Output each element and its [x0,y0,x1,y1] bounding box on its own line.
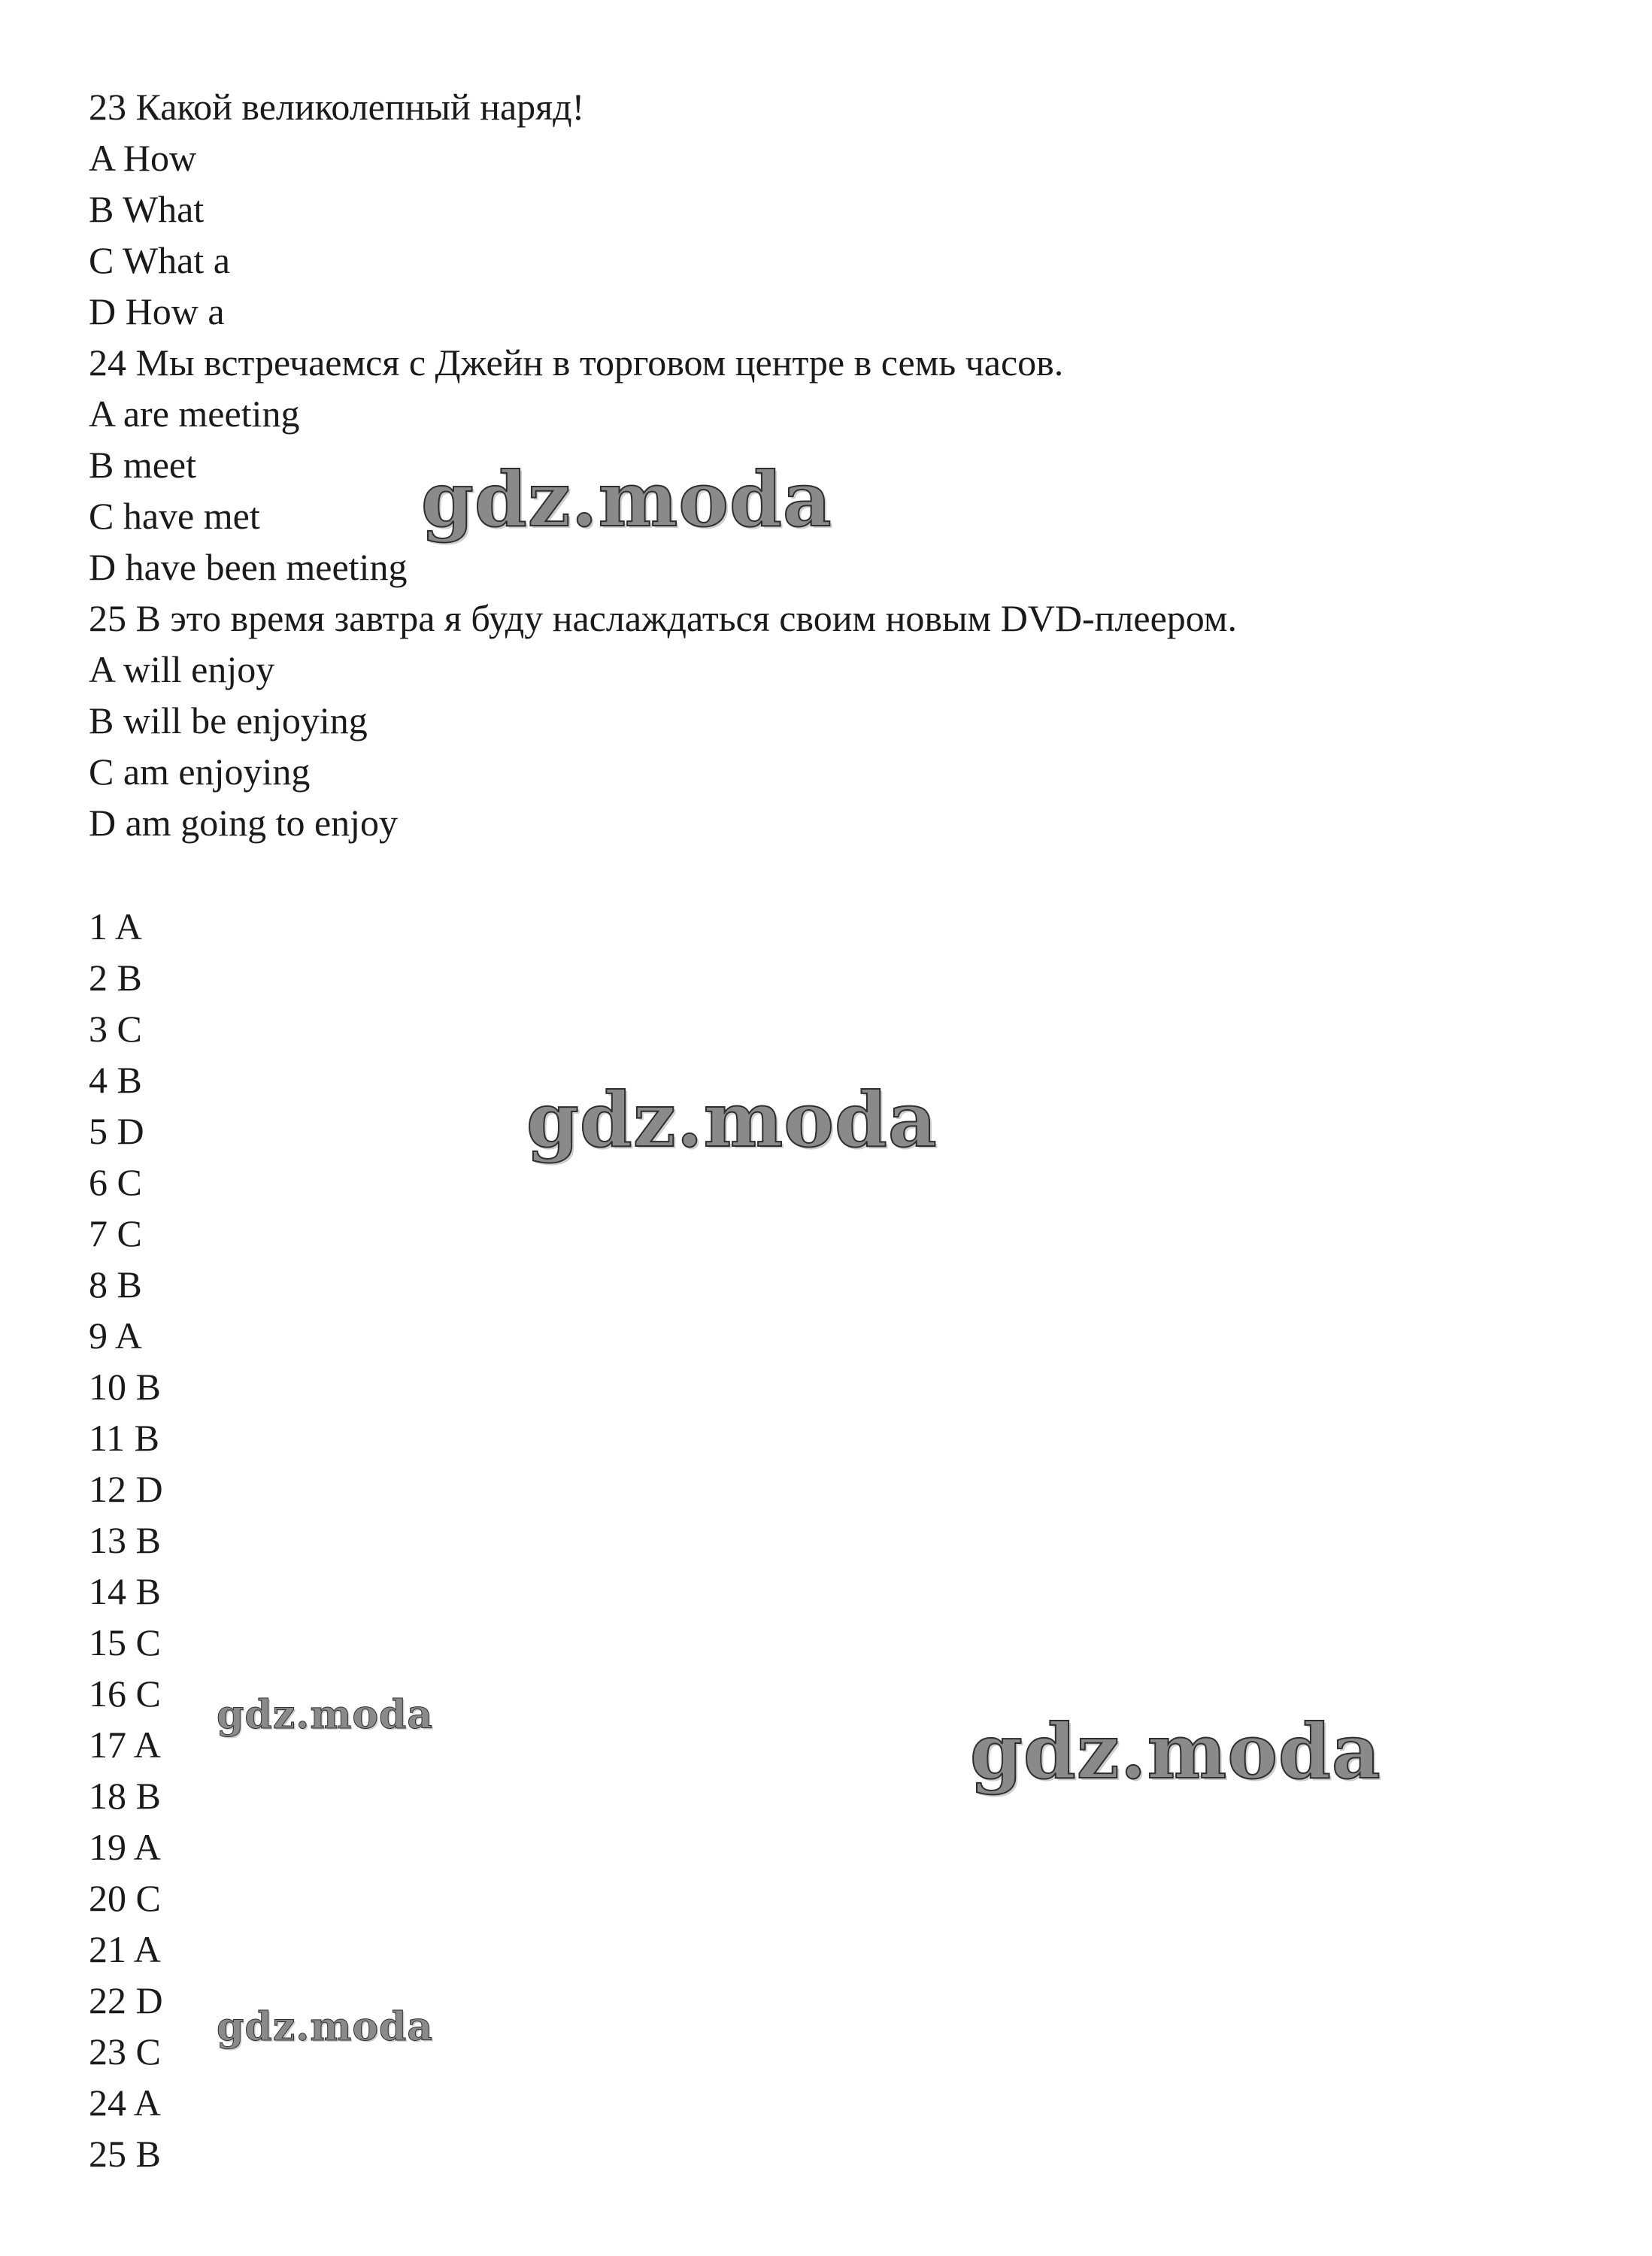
answer-key-item: 22 D [89,1979,163,2021]
answer-key-item: 14 B [89,1570,161,1612]
answer-option: D have been meeting [89,546,408,588]
answer-key-item: 16 C [89,1672,161,1715]
answer-key-item: 19 A [89,1826,161,1868]
answer-option: B will be enjoying [89,699,368,741]
question-prompt: 23 Какой великолепный наряд! [89,86,585,128]
answer-key-item: 20 C [89,1877,161,1919]
answer-key-item: 21 A [89,1928,161,1970]
answer-key-item: 4 B [89,1059,142,1101]
answer-option: A How [89,137,197,179]
answer-key-item: 3 C [89,1008,142,1050]
section-gap [89,848,1593,901]
question-24 [89,337,1593,593]
answer-key-item: 23 C [89,2030,161,2073]
answer-key-item: 6 C [89,1161,142,1203]
watermark: gdz.moda [421,455,832,544]
answer-key-item: 18 B [89,1775,161,1817]
answer-option: C am enjoying [89,750,311,793]
answer-option: B meet [89,444,197,486]
answer-option: A are meeting [89,393,300,435]
answer-key-item: 7 C [89,1212,142,1254]
question-23 [89,81,1593,337]
answer-key-item: 12 D [89,1468,163,1510]
answer-key-item: 10 B [89,1366,161,1408]
answer-key-item: 9 A [89,1314,142,1357]
answer-key-item: 25 B [89,2133,161,2175]
answer-key-item: 17 A [89,1724,161,1766]
answer-option: C have met [89,495,260,537]
answer-key-item: 15 C [89,1621,161,1663]
answer-key-item: 5 D [89,1110,144,1152]
answer-key-item: 8 B [89,1263,142,1305]
watermark: gdz.moda [526,1075,938,1164]
answer-option: D am going to enjoy [89,802,399,844]
answer-option: C What a [89,239,230,281]
answer-key-item: 13 B [89,1519,161,1561]
question-prompt: 25 В это время завтра я буду наслаждаться своим новым DVD-плеером. [89,597,1237,639]
answer-key-item: 2 B [89,957,142,999]
question-25 [89,593,1593,848]
answer-option: D How a [89,290,225,332]
answer-key-item: 1 A [89,905,142,948]
watermark: gdz.moda [217,1692,434,1738]
question-prompt: 24 Мы встречаемся с Джейн в торговом центре в семь часов. [89,341,1064,384]
answer-key-item: 24 A [89,2082,161,2124]
watermark: gdz.moda [970,1707,1381,1796]
answer-key-item: 11 B [89,1417,159,1459]
answer-option: A will enjoy [89,648,275,690]
answer-option: B What [89,188,205,230]
watermark: gdz.moda [217,2004,434,2050]
